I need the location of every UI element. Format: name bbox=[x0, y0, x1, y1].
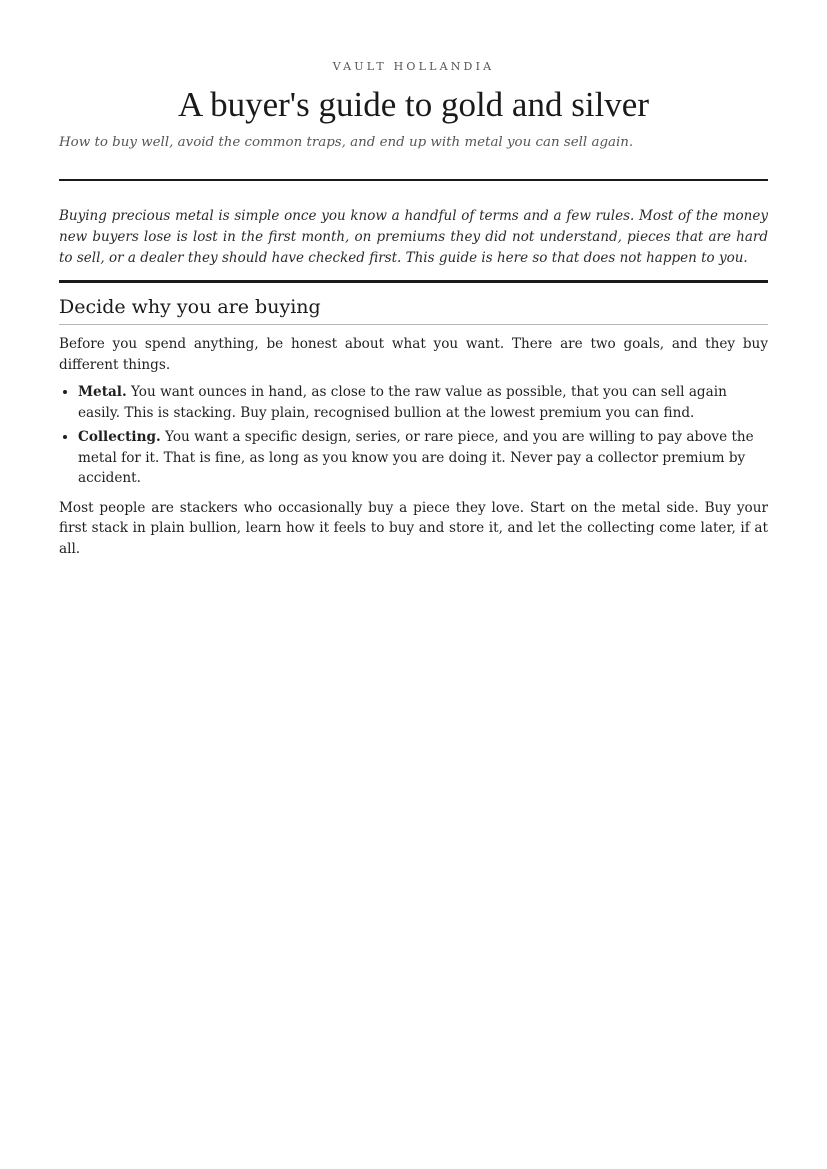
intro-divider bbox=[59, 280, 768, 283]
intro-paragraph: Buying precious metal is simple once you know a handful of terms and a few rules. Most of the money new buyers lose is lost in the first month, on premiums they did not understand, pieces that are hard to sell, or a dealer they should have checked first. This guide is here so that does not happen to you. bbox=[59, 208, 768, 266]
page-title: A buyer's guide to gold and silver bbox=[178, 85, 649, 124]
section-lead-paragraph: Before you spend anything, be honest about what you want. There are two goals, and they buy different things. bbox=[59, 336, 768, 373]
list-item-term: Metal. bbox=[78, 384, 127, 400]
section-closing-paragraph: Most people are stackers who occasionally buy a piece they love. Start on the metal side. Buy your first stack in plain bullion, learn how it feels to buy and store it, and let the collecting come later, if at all. bbox=[59, 499, 768, 557]
page-subtitle: How to buy well, avoid the common traps, and end up with metal you can sell again. bbox=[59, 135, 634, 150]
list-item-text: You want a specific design, series, or rare piece, and you are willing to pay above the metal for it. That is fine, as long as you know you are doing it. Never pay a collector premium by accident. bbox=[78, 429, 754, 486]
header-divider bbox=[59, 179, 768, 181]
brand-name: VAULT HOLLANDIA bbox=[332, 60, 495, 73]
section-heading: Decide why you are buying bbox=[59, 296, 768, 325]
goals-list bbox=[59, 382, 768, 489]
list-item bbox=[78, 427, 768, 489]
list-item-term: Collecting. bbox=[78, 429, 161, 445]
list-item bbox=[78, 382, 768, 423]
list-item-text: You want ounces in hand, as close to the raw value as possible, that you can sell again easily. This is stacking. Buy plain, recognised bullion at the lowest premium you can find. bbox=[78, 384, 727, 421]
